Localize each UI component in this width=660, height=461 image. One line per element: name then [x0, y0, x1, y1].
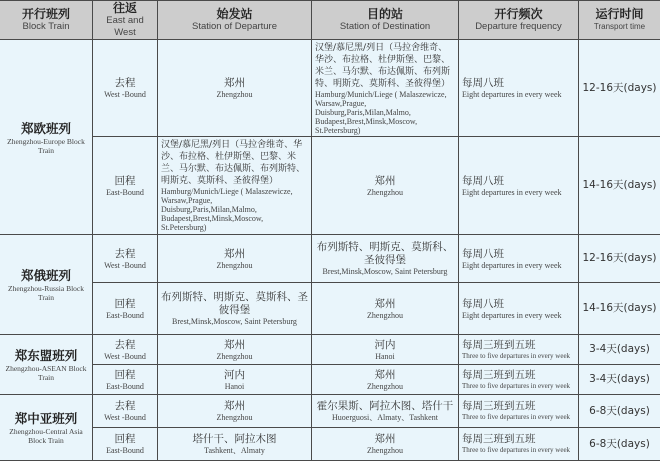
destination-zh: 郑州 — [315, 433, 455, 446]
direction-cell — [93, 365, 158, 395]
train-name-zh: 郑俄班列 — [3, 267, 89, 284]
header-row — [0, 1, 660, 40]
header-zh: 目的站 — [315, 7, 455, 21]
departure-station-cell — [158, 235, 312, 283]
frequency-en: Three to five departures in every week — [462, 382, 575, 391]
destination-station-cell — [312, 283, 459, 335]
direction-zh: 去程 — [96, 77, 154, 90]
departure-station-cell — [158, 137, 312, 235]
table-body — [0, 40, 660, 461]
transport-time: 6-8天(days) — [582, 405, 657, 418]
departure-zh: 河内 — [161, 369, 308, 382]
destination-zh: 河内 — [315, 339, 455, 352]
header-en: Block Train — [3, 21, 89, 33]
departure-station-cell — [158, 395, 312, 428]
destination-en: Hamburg/Munich/Liege ( Malaszewicze, Warsaw,Prague, Duisburg,Paris,Milan,Malmo, Budapest,Brest,Minsk,Moscow, St.Petersburg) — [315, 90, 455, 135]
direction-zh: 回程 — [96, 433, 154, 446]
direction-zh: 去程 — [96, 400, 154, 413]
transport-time-cell — [579, 335, 660, 365]
direction-cell — [93, 137, 158, 235]
destination-zh: 郑州 — [315, 369, 455, 382]
header-en: Transport time — [582, 21, 657, 33]
table-row — [0, 395, 660, 428]
transport-time: 3-4天(days) — [582, 343, 657, 356]
transport-time: 14-16天(days) — [582, 302, 657, 315]
direction-en: West -Bound — [96, 352, 154, 361]
header-departure — [158, 1, 312, 40]
block-train-name — [0, 235, 93, 335]
departure-en: Zhengzhou — [161, 90, 308, 99]
departure-en: Brest,Minsk,Moscow, Saint Petersburg — [161, 317, 308, 326]
transport-time: 12-16天(days) — [582, 82, 657, 95]
frequency-en: Eight departures in every week — [462, 188, 575, 197]
destination-en: Huoerguosi、Almaty、Tashkent — [315, 413, 455, 422]
departure-en: Zhengzhou — [161, 413, 308, 422]
departure-en: Hanoi — [161, 382, 308, 391]
departure-station-cell — [158, 40, 312, 137]
header-en: Station of Departure — [161, 21, 308, 33]
header-frequency — [459, 1, 579, 40]
frequency-cell — [459, 335, 579, 365]
block-train-name — [0, 395, 93, 461]
destination-en: Zhengzhou — [315, 446, 455, 455]
direction-zh: 回程 — [96, 175, 154, 188]
direction-zh: 去程 — [96, 339, 154, 352]
train-name-zh: 郑中亚班列 — [3, 410, 89, 427]
transport-time-cell — [579, 365, 660, 395]
frequency-cell — [459, 137, 579, 235]
block-train-name — [0, 40, 93, 235]
table-row — [0, 40, 660, 137]
train-name-en: Zhengzhou-Russia Block Train — [3, 284, 89, 302]
block-train-name — [0, 335, 93, 395]
header-en: East and West — [96, 15, 154, 39]
destination-zh: 汉堡/慕尼黑/列日（马拉舍维奇、华沙、布拉格、杜伊斯堡、巴黎、米兰、马尔默、布达佩斯、布列斯特、明斯克、莫斯科、圣彼得堡） — [315, 42, 455, 90]
frequency-en: Eight departures in every week — [462, 261, 575, 270]
direction-en: East-Bound — [96, 382, 154, 391]
frequency-en: Three to five departures in every week — [462, 446, 575, 455]
table-row — [0, 235, 660, 283]
destination-zh: 布列斯特、明斯克、莫斯科、圣彼得堡 — [315, 241, 455, 267]
header-zh: 开行频次 — [462, 7, 575, 21]
direction-cell — [93, 40, 158, 137]
direction-en: West -Bound — [96, 413, 154, 422]
departure-zh: 郑州 — [161, 248, 308, 261]
frequency-en: Eight departures in every week — [462, 90, 575, 99]
header-zh: 运行时间 — [582, 7, 657, 21]
destination-station-cell — [312, 365, 459, 395]
frequency-zh: 每周八班 — [462, 77, 575, 90]
header-en: Departure frequency — [462, 21, 575, 33]
departure-station-cell — [158, 283, 312, 335]
departure-zh: 郑州 — [161, 77, 308, 90]
train-name-en: Zhengzhou-Europe Block Train — [3, 137, 89, 155]
transport-time: 6-8天(days) — [582, 438, 657, 451]
direction-en: West -Bound — [96, 261, 154, 270]
direction-en: West -Bound — [96, 90, 154, 99]
destination-en: Zhengzhou — [315, 311, 455, 320]
train-name-zh: 郑东盟班列 — [3, 347, 89, 364]
destination-station-cell — [312, 235, 459, 283]
header-en: Station of Destination — [315, 21, 455, 33]
header-zh: 往返 — [96, 1, 154, 15]
header-block-train — [0, 1, 93, 40]
transport-time-cell — [579, 40, 660, 137]
destination-zh: 郑州 — [315, 175, 455, 188]
departure-en: Hamburg/Munich/Liege ( Malaszewicze, Warsaw,Prague, Duisburg,Paris,Milan,Malmo, Budapest,Brest,Minsk,Moscow, St.Petersburg) — [161, 187, 308, 232]
frequency-en: Three to five departures in every week — [462, 352, 575, 361]
frequency-zh: 每周八班 — [462, 175, 575, 188]
destination-en: Zhengzhou — [315, 188, 455, 197]
destination-en: Zhengzhou — [315, 382, 455, 391]
departure-zh: 布列斯特、明斯克、莫斯科、圣彼得堡 — [161, 291, 308, 317]
direction-cell — [93, 428, 158, 461]
destination-station-cell — [312, 428, 459, 461]
direction-zh: 去程 — [96, 248, 154, 261]
direction-en: East-Bound — [96, 188, 154, 197]
header-direction — [93, 1, 158, 40]
departure-zh: 郑州 — [161, 339, 308, 352]
direction-cell — [93, 395, 158, 428]
frequency-cell — [459, 365, 579, 395]
frequency-cell — [459, 283, 579, 335]
transport-time-cell — [579, 395, 660, 428]
transport-time-cell — [579, 283, 660, 335]
direction-en: East-Bound — [96, 446, 154, 455]
direction-cell — [93, 235, 158, 283]
table-row — [0, 283, 660, 335]
destination-station-cell — [312, 137, 459, 235]
destination-station-cell — [312, 335, 459, 365]
frequency-zh: 每周八班 — [462, 248, 575, 261]
destination-zh: 霍尔果斯、阿拉木图、塔什干 — [315, 400, 455, 413]
frequency-en: Eight departures in every week — [462, 311, 575, 320]
direction-cell — [93, 283, 158, 335]
transport-time: 12-16天(days) — [582, 252, 657, 265]
frequency-cell — [459, 428, 579, 461]
destination-zh: 郑州 — [315, 298, 455, 311]
direction-zh: 回程 — [96, 369, 154, 382]
departure-station-cell — [158, 365, 312, 395]
train-name-en: Zhengzhou-Central Asia Block Train — [3, 427, 89, 445]
frequency-cell — [459, 235, 579, 283]
direction-en: East-Bound — [96, 311, 154, 320]
header-zh: 开行班列 — [3, 7, 89, 21]
departure-station-cell — [158, 335, 312, 365]
table-row — [0, 428, 660, 461]
frequency-cell — [459, 40, 579, 137]
departure-en: Zhengzhou — [161, 261, 308, 270]
header-destination — [312, 1, 459, 40]
table-row — [0, 365, 660, 395]
departure-en: Tashkent、Almaty — [161, 446, 308, 455]
frequency-zh: 每周三班到五班 — [462, 369, 575, 382]
table-row — [0, 137, 660, 235]
frequency-cell — [459, 395, 579, 428]
header-zh: 始发站 — [161, 7, 308, 21]
departure-en: Zhengzhou — [161, 352, 308, 361]
departure-zh: 郑州 — [161, 400, 308, 413]
transport-time: 14-16天(days) — [582, 179, 657, 192]
frequency-en: Three to five departures in every week — [462, 413, 575, 422]
train-name-zh: 郑欧班列 — [3, 120, 89, 137]
departure-station-cell — [158, 428, 312, 461]
transport-time-cell — [579, 137, 660, 235]
transport-time-cell — [579, 428, 660, 461]
frequency-zh: 每周八班 — [462, 298, 575, 311]
destination-station-cell — [312, 395, 459, 428]
direction-cell — [93, 335, 158, 365]
transport-time-cell — [579, 235, 660, 283]
frequency-zh: 每周三班到五班 — [462, 400, 575, 413]
departure-zh: 塔什干、阿拉木图 — [161, 433, 308, 446]
frequency-zh: 每周三班到五班 — [462, 433, 575, 446]
transport-time: 3-4天(days) — [582, 373, 657, 386]
destination-en: Hanoi — [315, 352, 455, 361]
departure-zh: 汉堡/慕尼黑/列日（马拉舍维奇、华沙、布拉格、杜伊斯堡、巴黎、米兰、马尔默、布达佩斯、布列斯特、明斯克、莫斯科、圣彼得堡） — [161, 139, 308, 187]
destination-en: Brest,Minsk,Moscow, Saint Petersburg — [315, 267, 455, 276]
header-transport-time — [579, 1, 660, 40]
train-name-en: Zhengzhou-ASEAN Block Train — [3, 364, 89, 382]
frequency-zh: 每周三班到五班 — [462, 339, 575, 352]
destination-station-cell — [312, 40, 459, 137]
table-row — [0, 335, 660, 365]
direction-zh: 回程 — [96, 298, 154, 311]
